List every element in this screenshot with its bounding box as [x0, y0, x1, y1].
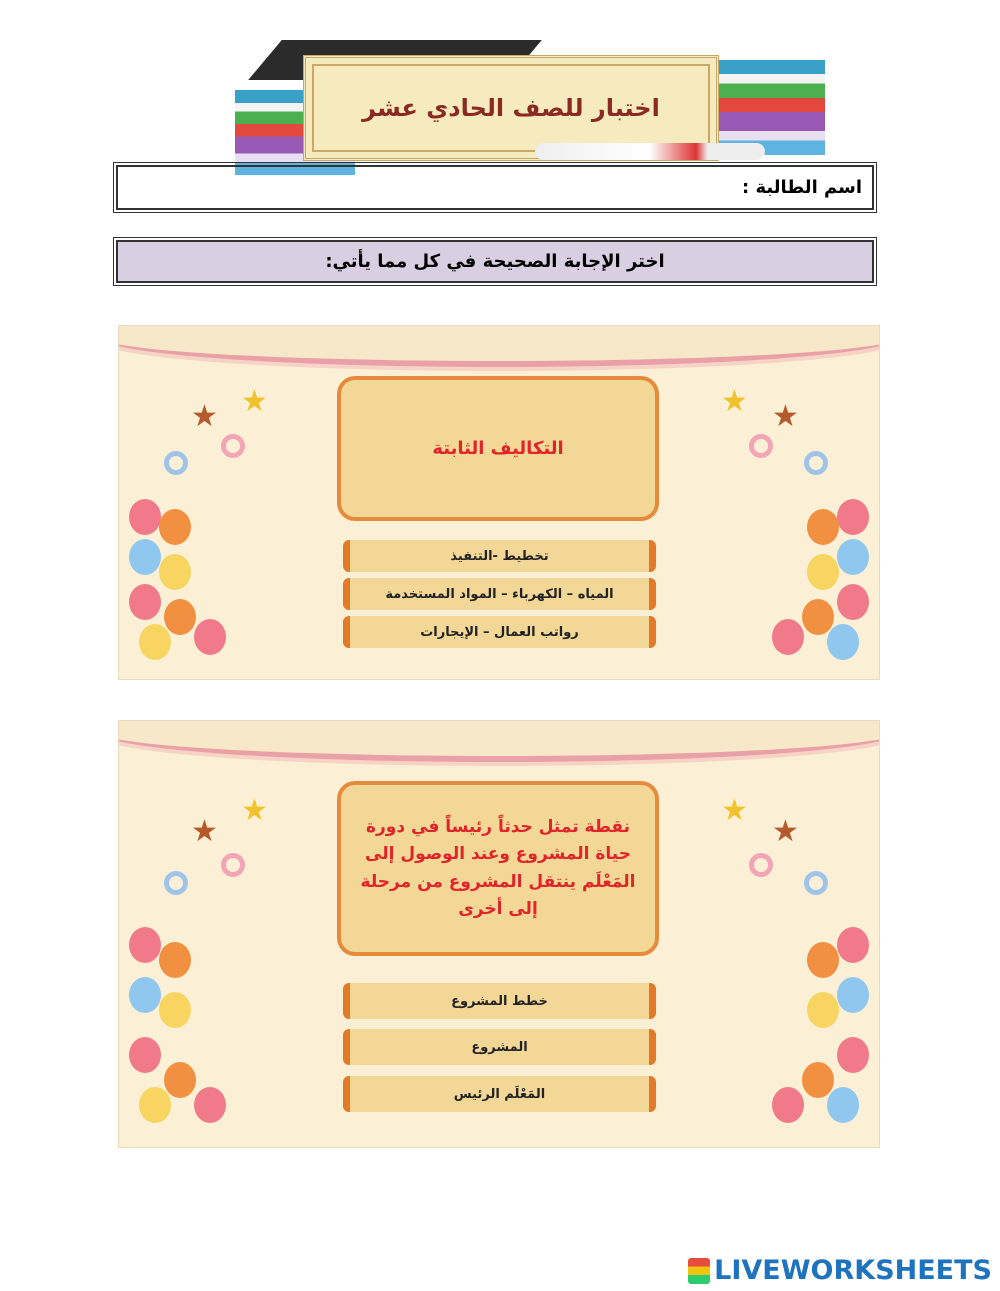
ring-icon: [749, 853, 773, 877]
answer-option[interactable]: تخطيط -التنفيذ: [343, 540, 656, 572]
ring-icon: [221, 853, 245, 877]
answer-option[interactable]: خطط المشروع: [343, 983, 656, 1019]
question-card-2: [118, 720, 880, 1148]
instructions-box: [116, 240, 874, 283]
instructions-text: اختر الإجابة الصحيحة في كل مما يأتي:: [325, 251, 665, 272]
question-card-1: [118, 325, 880, 680]
ring-icon: [804, 451, 828, 475]
star-icon: ★: [191, 399, 218, 434]
decorative-band: [118, 720, 880, 762]
ring-icon: [164, 871, 188, 895]
answer-option[interactable]: المياه – الكهرباء – المواد المستخدمة: [343, 578, 656, 610]
question-prompt: التكاليف الثابتة: [337, 376, 659, 521]
header-banner: [225, 35, 825, 160]
student-name-label: اسم الطالبة :: [742, 177, 862, 198]
logo-text: LIVEWORKSHEETS: [714, 1255, 992, 1286]
star-icon: ★: [772, 399, 799, 434]
star-icon: ★: [241, 793, 268, 828]
balloons-image: [124, 927, 234, 1137]
balloons-image: [764, 499, 874, 669]
star-icon: ★: [721, 384, 748, 419]
student-name-field[interactable]: [116, 165, 874, 210]
balloons-image: [764, 927, 874, 1137]
balloons-image: [124, 499, 234, 669]
page-title: اختبار للصف الحادي عشر: [303, 55, 719, 161]
question-prompt: نقطة تمثل حدثاً رئيساً في دورة حياة المشروع وعند الوصول إلى المَعْلَم ينتقل المشروع من مرحلة إلى أخرى: [337, 781, 659, 956]
star-icon: ★: [191, 814, 218, 849]
logo-icon: [688, 1258, 710, 1284]
star-icon: ★: [241, 384, 268, 419]
star-icon: ★: [772, 814, 799, 849]
ring-icon: [749, 434, 773, 458]
answer-option[interactable]: رواتب العمال – الإيجارات: [343, 616, 656, 648]
answer-option[interactable]: المشروع: [343, 1029, 656, 1065]
ring-icon: [804, 871, 828, 895]
ring-icon: [221, 434, 245, 458]
star-icon: ★: [721, 793, 748, 828]
decorative-band: [118, 325, 880, 367]
ring-icon: [164, 451, 188, 475]
diploma-icon: [535, 143, 765, 160]
liveworksheets-logo: [688, 1255, 992, 1286]
answer-option[interactable]: المَعْلَم الرئيس: [343, 1076, 656, 1112]
